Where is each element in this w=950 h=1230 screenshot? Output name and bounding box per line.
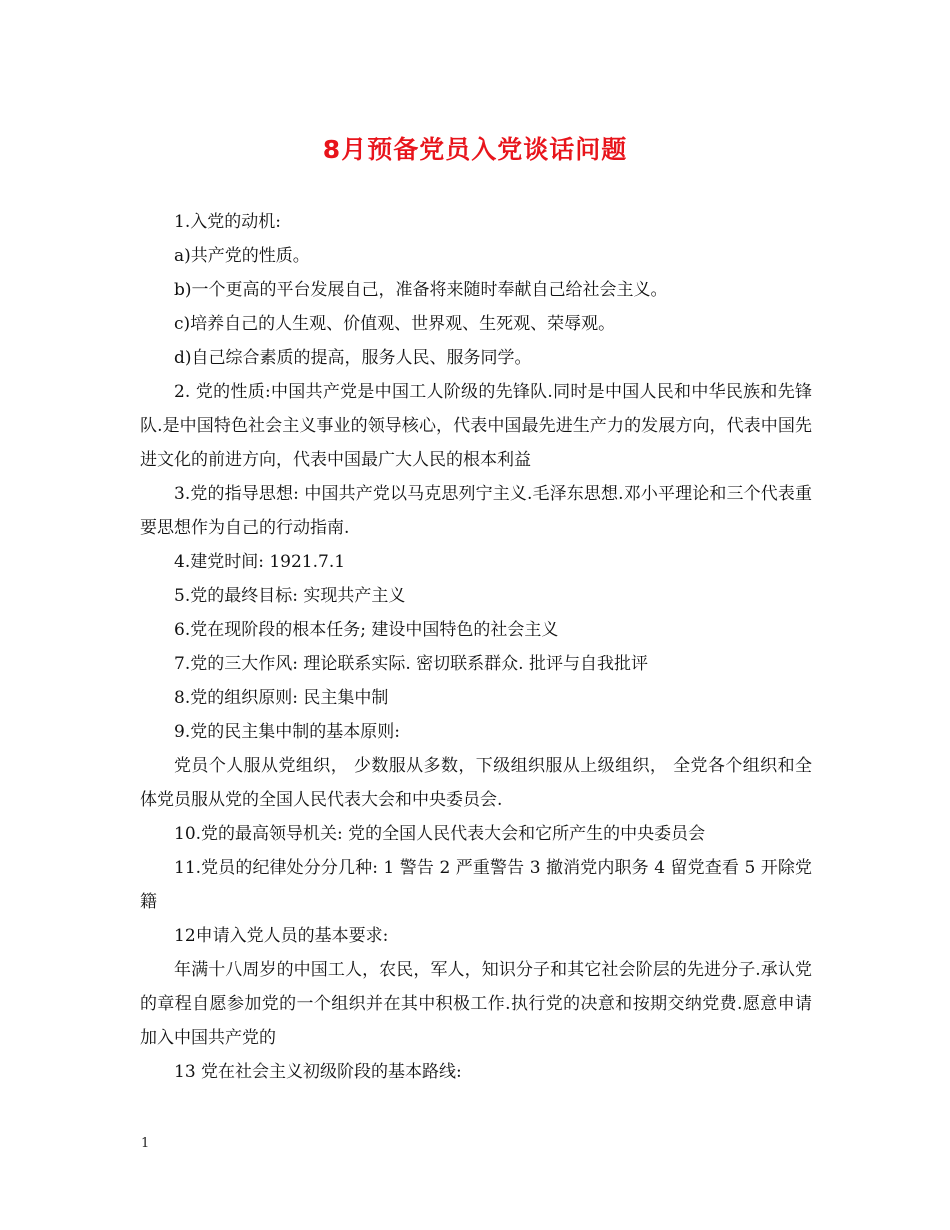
document-body	[140, 205, 812, 1089]
paragraph-10: 6.党在现阶段的根本任务; 建设中国特色的社会主义	[174, 620, 559, 640]
paragraph-19: 13 党在社会主义初级阶段的基本路线:	[174, 1062, 462, 1082]
paragraph-4: c)培养自己的人生观、价值观、世界观、生死观、荣辱观。	[174, 314, 616, 334]
paragraph-12: 8.党的组织原则: 民主集中制	[174, 688, 389, 708]
paragraph-15: 10.党的最高领导机关: 党的全国人民代表大会和它所产生的中央委员会	[174, 824, 706, 844]
paragraph-8: 4.建党时间: 1921.7.1	[174, 552, 346, 572]
page-number: 1	[141, 1136, 150, 1151]
paragraph-9: 5.党的最终目标: 实现共产主义	[174, 586, 406, 606]
paragraph-2: a)共产党的性质。	[174, 246, 310, 266]
paragraph-18: 年满十八周岁的中国工人，农民，军人，知识分子和其它社会阶层的先进分子.承认党的章程自愿参加党的一个组织并在其中积极工作.执行党的决意和按期交纳党费.愿意申请加入中国共产党的	[140, 960, 812, 1048]
paragraph-5: d)自己综合素质的提高，服务人民、服务同学。	[174, 348, 532, 368]
document-title: 8月预备党员入党谈话问题	[322, 135, 628, 164]
paragraph-14: 党员个人服从党组织， 少数服从多数，下级组织服从上级组织， 全党各个组织和全体党员服从党的全国人民代表大会和中央委员会.	[140, 756, 812, 810]
paragraph-7: 3.党的指导思想: 中国共产党以马克思列宁主义.毛泽东思想.邓小平理论和三个代表重要思想作为自己的行动指南.	[140, 484, 812, 538]
paragraph-3: b)一个更高的平台发展自己，准备将来随时奉献自己给社会主义。	[174, 280, 668, 300]
paragraph-6: 2. 党的性质:中国共产党是中国工人阶级的先锋队.同时是中国人民和中华民族和先锋队.是中国特色社会主义事业的领导核心，代表中国最先进生产力的发展方向，代表中国先进文化的前进方向，代表中国最广大人民的根本利益	[140, 382, 812, 470]
paragraph-16: 11.党员的纪律处分分几种: 1 警告 2 严重警告 3 撤消党内职务 4 留党查看 5 开除党籍	[140, 858, 812, 912]
paragraph-13: 9.党的民主集中制的基本原则:	[174, 722, 400, 742]
paragraph-17: 12申请入党人员的基本要求:	[174, 926, 389, 946]
paragraph-1: 1.入党的动机:	[174, 212, 281, 232]
paragraph-11: 7.党的三大作风: 理论联系实际. 密切联系群众. 批评与自我批评	[174, 654, 648, 674]
